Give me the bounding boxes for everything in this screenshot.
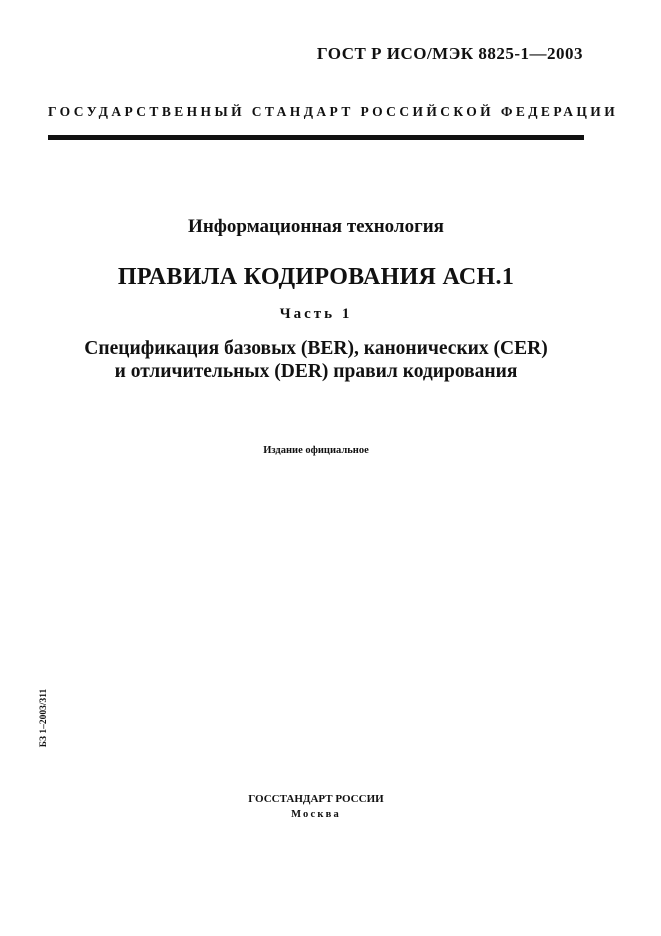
subtitle-line-2: и отличительных (DER) правил кодирования [114, 361, 518, 382]
document-subtitle [48, 337, 584, 383]
side-code-text: БЗ 1–2003/311 [39, 688, 49, 748]
side-code [38, 678, 50, 758]
publisher: ГОССТАНДАРТ РОССИИ [248, 793, 384, 805]
standard-header: ГОСУДАРСТВЕННЫЙ СТАНДАРТ РОССИЙСКОЙ ФЕДЕРАЦИИ [48, 104, 619, 119]
publisher-city: Москва [291, 809, 341, 820]
subtitle-line-1: Спецификация базовых (BER), канонических (CER) [84, 338, 548, 359]
document-subject: Информационная технология [188, 216, 444, 237]
edition-note: Издание официальное [263, 445, 369, 456]
header-rule [48, 135, 584, 140]
standard-number: ГОСТ Р ИСО/МЭК 8825-1—2003 [316, 44, 583, 63]
document-part: Часть 1 [279, 306, 353, 322]
document-title: ПРАВИЛА КОДИРОВАНИЯ АСН.1 [117, 264, 515, 290]
